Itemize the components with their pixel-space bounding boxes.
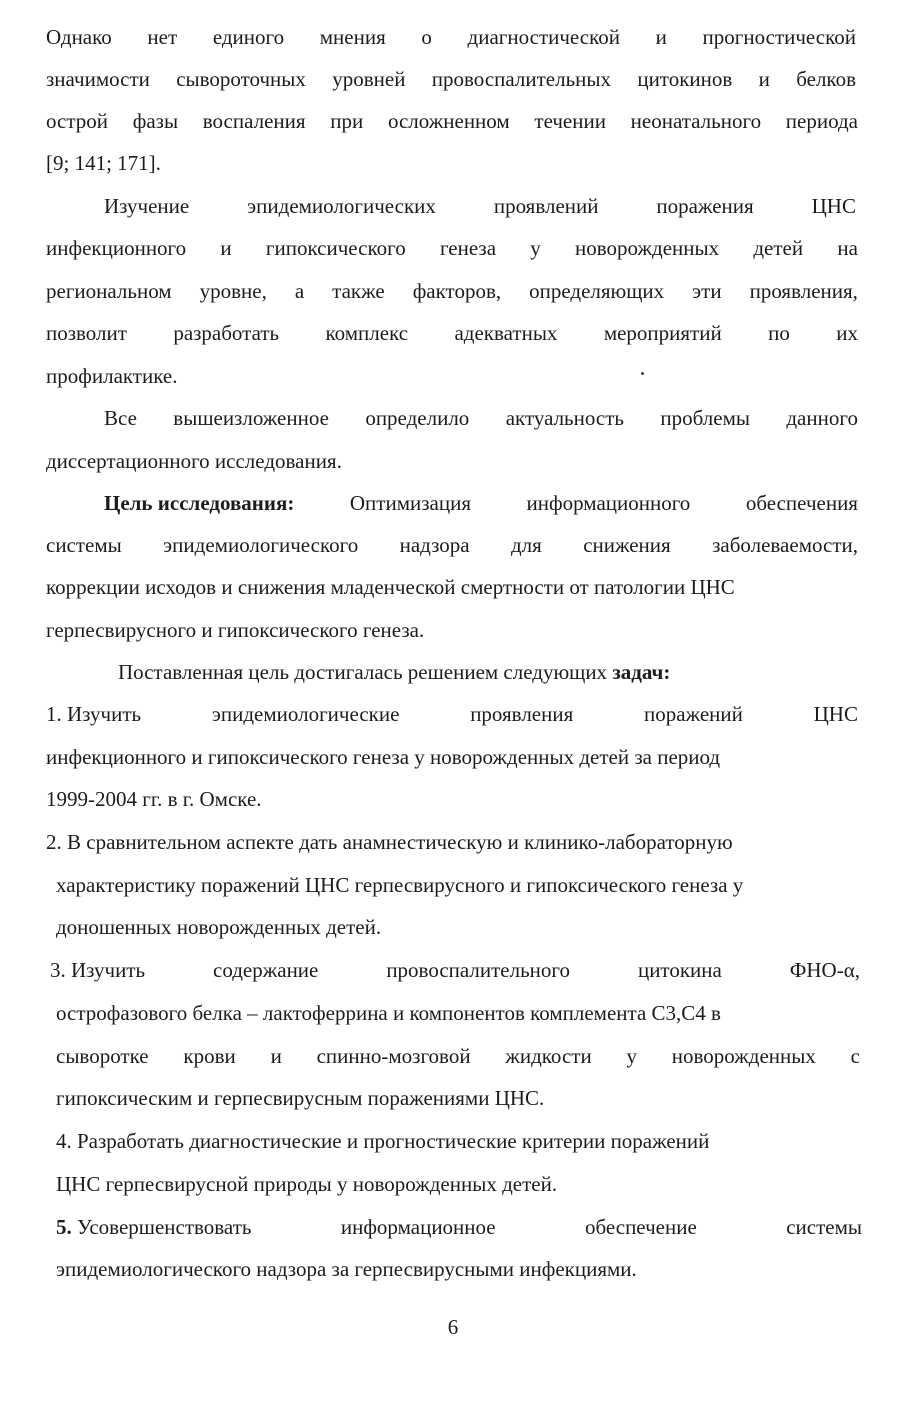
word: эти <box>692 279 722 303</box>
word: и <box>655 25 667 49</box>
text-line <box>46 278 858 304</box>
word: и <box>758 67 770 91</box>
word: сыворотке <box>56 1044 149 1068</box>
text-line: [9; 141; 171]. <box>46 151 161 175</box>
page-number: 6 <box>447 1315 459 1339</box>
text-line: коррекции исходов и снижения младенческой смертности от патологии ЦНС <box>46 575 735 599</box>
word: детей <box>753 236 804 260</box>
word: спинно-мозговой <box>316 1044 471 1068</box>
word: генеза <box>439 236 497 260</box>
word: проблемы <box>660 406 750 430</box>
text-line <box>46 235 858 261</box>
word: провоспалительного <box>386 958 571 982</box>
word: неонатального <box>630 109 762 133</box>
text-line <box>46 108 858 134</box>
word: при <box>330 109 364 133</box>
text-line: острофазового белка – лактоферрина и компонентов комплемента С3,С4 в <box>56 1001 721 1025</box>
word: системы <box>46 533 122 557</box>
word: у <box>530 236 541 260</box>
text-line: ЦНС герпесвирусной природы у новорожденных детей. <box>56 1172 558 1196</box>
word: 3. Изучить <box>50 958 146 982</box>
word: уровне, <box>199 279 267 303</box>
word: надзора <box>399 533 470 557</box>
heading-tasks: задач: <box>612 660 671 684</box>
text-line: гипоксическим и герпесвирусным поражениями ЦНС. <box>56 1086 545 1110</box>
text-line <box>46 320 858 346</box>
word: региональном <box>46 279 172 303</box>
word: значимости <box>46 67 150 91</box>
word: мнения <box>319 25 386 49</box>
word: течении <box>534 109 606 133</box>
word: а <box>294 279 305 303</box>
word: эпидемиологического <box>163 533 359 557</box>
list-number: 5. <box>56 1215 72 1239</box>
word: системы <box>786 1215 862 1239</box>
text-line: герпесвирусного и гипоксического генеза. <box>46 618 425 642</box>
word: вышеизложенное <box>173 406 329 430</box>
word: диагностической <box>467 25 620 49</box>
word: Поставленная цель достигалась решением следующих <box>118 660 613 684</box>
word: позволит <box>46 321 127 345</box>
word: проявления <box>470 702 574 726</box>
text-line <box>46 66 856 92</box>
word: и <box>270 1044 282 1068</box>
text-line: эпидемиологического надзора за герпесвирусными инфекциями. <box>56 1257 637 1281</box>
text-line: характеристику поражений ЦНС герпесвирусного и гипоксического генеза у <box>56 873 744 897</box>
word: уровней <box>332 67 406 91</box>
word: новорожденных <box>575 236 720 260</box>
word: провоспалительных <box>431 67 611 91</box>
text-line <box>56 1043 860 1069</box>
word: поражений <box>644 702 743 726</box>
word: ЦНС <box>811 194 856 218</box>
text-line <box>118 659 670 685</box>
scan-speck <box>641 372 644 375</box>
word: по <box>768 321 790 345</box>
word: снижения <box>583 533 671 557</box>
text-line <box>46 532 858 558</box>
list-item: 4. Разработать диагностические и прогностические критерии поражений <box>56 1129 710 1153</box>
word: крови <box>183 1044 236 1068</box>
text-line: 1999-2004 гг. в г. Омске. <box>46 787 262 811</box>
word: гипоксического <box>265 236 406 260</box>
word: 1. Изучить <box>46 702 142 726</box>
list-item <box>46 701 858 727</box>
word: обеспечения <box>745 491 858 515</box>
word: белков <box>796 67 856 91</box>
word: Усовершенствовать <box>77 1215 252 1239</box>
word: цитокина <box>637 958 722 982</box>
word: эпидемиологических <box>247 194 436 218</box>
list-item: 2. В сравнительном аспекте дать анамнестическую и клинико-лабораторную <box>46 830 733 854</box>
word: Оптимизация <box>349 491 471 515</box>
text-line: доношенных новорожденных детей. <box>56 915 382 939</box>
word: Изучение <box>104 194 190 218</box>
word: определяющих <box>529 279 665 303</box>
word: эпидемиологические <box>211 702 400 726</box>
word: новорожденных <box>671 1044 816 1068</box>
word: факторов, <box>412 279 502 303</box>
word: поражения <box>656 194 754 218</box>
word: комплекс <box>325 321 409 345</box>
word: сывороточных <box>176 67 306 91</box>
text-line <box>46 24 856 50</box>
word: ФНО-α, <box>789 958 860 982</box>
word: обеспечение <box>585 1215 697 1239</box>
word: также <box>332 279 385 303</box>
word: содержание <box>213 958 319 982</box>
word: ЦНС <box>813 702 858 726</box>
word: заболеваемости, <box>712 533 858 557</box>
word: цитокинов <box>637 67 733 91</box>
list-item <box>56 1214 862 1240</box>
text-line: инфекционного и гипоксического генеза у новорожденных детей за период <box>46 745 721 769</box>
word: адекватных <box>454 321 558 345</box>
word: фазы <box>132 109 179 133</box>
heading-goal: Цель исследования: <box>104 491 295 515</box>
text-line <box>104 490 858 516</box>
word: Все <box>104 406 137 430</box>
word: инфекционного <box>46 236 187 260</box>
word: нет <box>147 25 178 49</box>
word: определило <box>365 406 470 430</box>
word: осложненном <box>387 109 510 133</box>
word: на <box>837 236 858 260</box>
word: проявления, <box>749 279 858 303</box>
word: прогностической <box>702 25 856 49</box>
word: разработать <box>173 321 280 345</box>
word: с <box>850 1044 860 1068</box>
text-line <box>104 193 856 219</box>
word: периода <box>785 109 858 133</box>
word: единого <box>212 25 285 49</box>
word: мероприятий <box>603 321 722 345</box>
word: проявлений <box>493 194 599 218</box>
word: для <box>510 533 542 557</box>
word: воспаления <box>202 109 306 133</box>
text-line: профилактике. <box>46 364 178 388</box>
text-line <box>104 405 858 431</box>
word: Однако <box>46 25 112 49</box>
word: их <box>836 321 858 345</box>
word: острой <box>46 109 109 133</box>
word: и <box>220 236 232 260</box>
list-item <box>50 957 860 983</box>
text-line: диссертационного исследования. <box>46 449 342 473</box>
word: жидкости <box>505 1044 592 1068</box>
word: информационное <box>340 1215 496 1239</box>
word: о <box>421 25 432 49</box>
word: информационного <box>526 491 691 515</box>
word: данного <box>786 406 858 430</box>
word: актуальность <box>505 406 624 430</box>
word: у <box>626 1044 637 1068</box>
